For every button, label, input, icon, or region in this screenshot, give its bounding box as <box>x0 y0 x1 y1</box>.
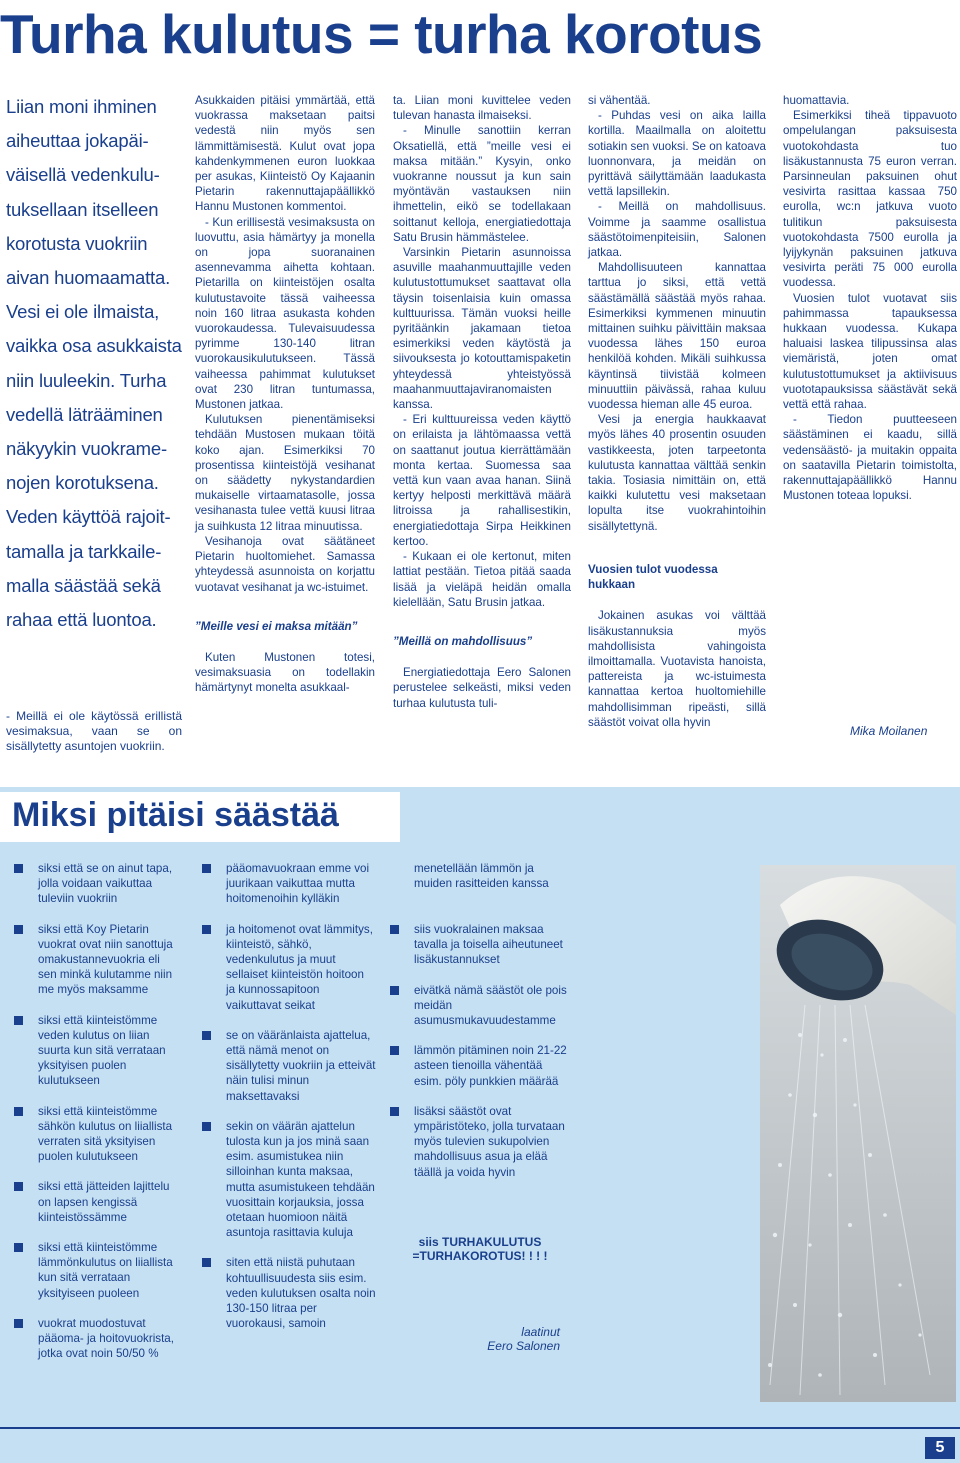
intro-line: Liian moni ihminen <box>6 96 157 117</box>
bullet-icon <box>14 1016 23 1025</box>
intro-line: Vesi ei ole ilmaista, <box>6 301 160 323</box>
paragraph: Esimerkiksi tiheä tippavuoto ompelulangan paksuisesta vuotokohdasta tuo lisäkustannusta 75 euron verran. Parsinneulan paksuinen ohut vesivirta rasittaa kassaa 750 eurolla, wc:n jatkuva vuoto tulitikun paksuisesta vuotokohdasta 7500 eurolla ja lyijykynän paksuinen jatkuva vesivirta peräti 75 000 eurolla vuodessa. <box>783 109 957 290</box>
intro-line: korotusta vuokriin <box>6 232 148 254</box>
bullet-icon <box>390 1046 399 1055</box>
paragraph: - Tiedon puutteeseen säästäminen ei kaadu, sillä vedensäästö- ja muitakin oppaita on saatavilla Pietarin toimistolta, rakennuttajapäällikkö Hannu Mustonen toteaa lopuksi. <box>783 413 957 503</box>
paragraph: Vuosien tulot vuotavat siis pahimmassa tapauksessa hukkaan vuodessa. Kukapa haluaisi laskea tilipussinsa alas viemäristä, joten omat kulutustottumukset ja aktiivisuus vuototapauksissa säästävät sekä vettä että rahaa. <box>783 291 957 412</box>
reasons-list-3 <box>390 922 570 1195</box>
list-item-text: menetellään lämmön ja muiden rasitteiden kanssa <box>414 862 549 891</box>
bullet-icon <box>14 1182 23 1191</box>
paragraph: Kulutuksen pienentämiseksi tehdään Mustosen mukaan töitä koko ajan. Esimerkiksi 70 prosentissa kiinteistöjä vesihanat on säädetty nykystandardien mukaiselle virtaamatasolle, jossa vesihanasta tulee vettä kuusi litraa ja suihkusta 12 litraa minuutissa. <box>195 413 375 533</box>
list-item-text: sekin on väärän ajattelun tulosta kun ja jos minä saan esim. asumistukea niin silloinhan kunta maksaa, mutta asumistukeen tehdään vuosittain korjauksia, jossa otetaan huomioon näitä asuntoja rasittavia kuluja <box>226 1119 375 1240</box>
paragraph: Mahdollisuuteen kannattaa tarttua jo siksi, että vettä säästämällä säästää myös rahaa. Esimerkiksi kymmenen minuutin mittainen suihku päivittäin maksaa vuodessa lähes 150 euroa henkilöä kohden. Mikäli suihkussa käyntinsä tiivistää kolmeen minuuttiin päivässä, rahaa kuluu vuodessa hieman alle 45 euroa. <box>588 261 766 412</box>
list-item <box>202 861 376 907</box>
paragraph: Varsinkin Pietarin asunnoissa asuville maahanmuuttajille veden kulutustottumukset saattavat olla täysin toisenlaisia kuin omassa kulttuurissa. Tämän vuoksi heille pyritäänkin jakamaan tietoa esimerkiksi veden käytöstä ja siivouksesta jo kotouttamispaketin yhteydessä yhteistyössä maahanmuuttajaviranomaisten kanssa. <box>393 246 571 412</box>
subheading: Vuosien tulot vuodessa hukkaan <box>588 562 718 592</box>
list-item <box>202 922 376 1013</box>
bullet-icon <box>14 1319 23 1328</box>
slogan-line: =TURHAKOROTUS! ! ! ! <box>412 1249 548 1263</box>
list-item <box>202 1028 376 1104</box>
intro-line: Veden käyttöä rajoit- <box>6 506 171 528</box>
intro-line: vaikka osa asukkaista <box>6 335 182 357</box>
intro-line: vedellä läträäminen <box>6 403 163 425</box>
list-item <box>390 983 570 1029</box>
paragraph: Energiatiedottaja Eero Salonen perustelee selkeästi, miksi veden turhaa kulutusta tuli- <box>393 666 571 710</box>
bullet-icon <box>390 925 399 934</box>
bullet-icon <box>390 1107 399 1116</box>
list-item-text: siksi että se on ainut tapa, jolla voidaan vaikuttaa tuleviin vuokriin <box>38 862 173 906</box>
bullet-icon <box>202 1258 211 1267</box>
paragraph: - Kukaan ei ole kertonut, miten lattiat pestään. Tietoa pitää saada lisää ja vieläpä heidän omalla kielellään, Satu Brusin jatkaa. <box>393 550 571 609</box>
intro-line: aivan huomaamatta. <box>6 267 171 289</box>
list-item-text: se on vääränlaista ajattelua, että nämä menot on sisällytetty vuokriin ja etteivät näin tulisi minun maksettavaksi <box>226 1028 376 1103</box>
paragraph: Vesi ja energia haukkaavat myös lähes 40 prosentin osuuden vastikkeesta, joten tarpeetonta kulutusta kannattaa välttää senkin takia. Tosiasia nimittäin on, että kaikki kulutettu vesi maksetaan lopulta itse vuokrahintoihin sisällytettynä. <box>588 413 766 533</box>
paragraph: - Eri kulttuureissa veden käyttö on erilaista ja lähtömaassa vettä on saattanut joutua kierrättämään monta kertaa. Suomessa saa vettä kun vaan avaa hanan. Siinä kertyy helposti merkittävä määrä litroissa ja rahallisestikin, energiatiedottaja Sirpa Heikkinen kertoo. <box>393 413 571 548</box>
paragraph: Asukkaiden pitäisi ymmärtää, että vuokrassa maksetaan paitsi vedestä niin myös sen lämmittämisestä. Kulut ovat jopa kahdenkymmenen euron luokkaa per asukas, Kiinteistö Oy Kajaanin Pietarin rakennuttajapäällikkö Hannu Mustonen kommentoi. <box>195 94 375 214</box>
list-item-text: siksi että kiinteistömme sähkön kulutus on liiallista verraten sitä yksityisen puolen kulutukseen <box>38 1104 173 1164</box>
list-item-text: siksi että kiinteistömme veden kulutus on liian suurta kun sitä verrataan yksityisen puolen kulutukseen <box>38 1013 166 1088</box>
list-item <box>390 1104 570 1180</box>
bullet-icon <box>14 864 23 873</box>
page-number: 5 <box>925 1437 955 1459</box>
list-item-text: siten että niistä puhutaan kohtuullisuudesta siis esim. veden kulutuksen osalta noin 130-150 litraa per vuorokausi, samoin <box>226 1256 376 1331</box>
list-item <box>14 1104 180 1165</box>
list-item-text: siis vuokralainen maksaa tavalla ja toisella aiheutuneet lisäkustannukset <box>414 923 563 967</box>
bullet-icon <box>202 1031 211 1040</box>
list-item-text: siksi että Koy Pietarin vuokrat ovat niin sanottuja omakustannevuokria eli sen minkä kulutamme niin me myös maksamme <box>38 922 173 997</box>
list-item <box>14 1013 180 1089</box>
intro-line: tamalla ja tarkkaile- <box>6 540 162 562</box>
intro-quote: - Meillä ei ole käytössä erillistä vesimaksua, vaan se on sisällytetty asuntojen vuokriin. <box>6 709 182 753</box>
reasons-list-2 <box>202 861 376 1346</box>
headline: Turha kulutus = turha korotus <box>0 3 763 65</box>
paragraph: - Meillä on mahdollisuus. Voimme ja saamme osallistua säästötoimenpiteisiin, Salonen jatkaa. <box>588 200 766 260</box>
reasons-list-1 <box>14 861 180 1376</box>
list-item <box>14 922 180 998</box>
list-item-text: lämmön pitäminen noin 21-22 asteen tienoilla vähentää esim. pöly punkkien määrää <box>414 1044 567 1088</box>
bullet-icon <box>202 925 211 934</box>
article-column-5 <box>783 93 957 503</box>
intro-line: rahaa että luontoa. <box>6 609 157 631</box>
slogan <box>390 1235 570 1263</box>
list-item <box>202 1119 376 1241</box>
list-item-text: siksi että kiinteistömme lämmönkulutus on liiallista kun sitä verrataan yksityiseen puoleen <box>38 1241 173 1300</box>
paragraph: huomattavia. <box>783 94 850 107</box>
paragraph: Jokainen asukas voi välttää lisäkustannuksia myös mahdollisista vahingoista ilmoittamalla. Vuotavista hanoista, pattereista ja wc-istuimesta kannattaa kertoa huoltomiehille mahdollisimman ripeästi, sillä säästöt voivat olla hyvin <box>588 609 766 729</box>
list-item <box>202 1255 376 1331</box>
list-item-text: ja hoitomenot ovat lämmitys, kiinteistö, sähkö, vedenkulutus ja muut sellaiset kiinteistön hoitoon ja kunnossapitoon vaikuttavat seikat <box>226 922 373 1012</box>
list-item <box>14 1316 180 1362</box>
footer-rule <box>0 1427 960 1429</box>
list-item <box>14 1179 180 1225</box>
article-column-4 <box>588 93 766 730</box>
article-column-2 <box>195 93 375 696</box>
box-title: Miksi pitäisi säästää <box>12 796 339 834</box>
paragraph: ta. Liian moni kuvittelee veden tulevan hanasta ilmaiseksi. <box>393 94 571 123</box>
intro-line: malla säästää sekä <box>6 574 161 596</box>
subheading: ”Meille vesi ei maksa mitään” <box>195 619 358 633</box>
article-column-3 <box>393 93 571 711</box>
bullet-icon <box>14 925 23 934</box>
list-item-text: siksi että jätteiden lajittelu on lapsen kengissä kiinteistössämme <box>38 1180 170 1224</box>
bullet-icon <box>202 1122 211 1131</box>
signature-line: Eero Salonen <box>487 1339 560 1353</box>
intro-lead <box>6 90 184 637</box>
bullet-icon <box>14 1243 23 1252</box>
paragraph: Kuten Mustonen totesi, vesimaksuasia on todellakin hämärtynyt monelta asukkaal- <box>195 650 375 695</box>
paragraph: Vesihanoja ovat säätäneet Pietarin huoltomiehet. Samassa yhteydessä asunnoista on korjattu vuotavat vesihanat ja wc-istuimet. <box>195 534 375 594</box>
intro-line: tuksellaan itselleen <box>6 198 159 220</box>
shower-illustration <box>760 865 956 1402</box>
list-item <box>390 922 570 968</box>
slogan-line: siis TURHAKULUTUS <box>418 1235 542 1249</box>
paragraph: si vähentää. <box>588 94 651 107</box>
author-byline: Mika Moilanen <box>850 724 928 738</box>
list-item <box>14 1240 180 1301</box>
box-signature <box>420 1325 560 1353</box>
list-item-text: pääomavuokraan emme voi juurikaan vaikuttaa mutta hoitomenoihin kylläkin <box>226 862 370 906</box>
paragraph: - Puhdas vesi on aika lailla kortilla. Maailmalla on aloitettu sotiakin sen vuoksi. Se on katoava luonnonvara, ja meidän on pyrittävä säilyttämään laadukasta vettä lapsillekin. <box>588 109 766 199</box>
list-item <box>14 861 180 907</box>
signature-line: laatinut <box>521 1325 560 1339</box>
list-item-text: eivätkä nämä säästöt ole pois meidän asumusmukavuudestamme <box>414 983 567 1028</box>
list-item-text: lisäksi säästöt ovat ympäristöteko, jolla turvataan myös tulevien sukupolvien mahdollisuus asua ja elää täällä ja voida hyvin <box>414 1104 565 1179</box>
list-item-text: vuokrat muodostuvat pääoma- ja hoitovuokrista, jotka ovat noin 50/50 % <box>38 1316 174 1361</box>
intro-line: nojen korotuksena. <box>6 472 159 494</box>
reasons-list-3-lead <box>390 861 570 891</box>
bullet-icon <box>202 864 211 873</box>
paragraph: - Minulle sanottiin kerran Oksatiellä, että ”meille vesi ei maksa mitään.” Kysyin, onko vuokranne noussut ja kun sain myöntävän vastauksen niin ihmettelin, eikö se todellakaan soittanut kelloja, energiatiedottaja Satu Brusin hämmästelee. <box>393 124 571 244</box>
bullet-icon <box>14 1107 23 1116</box>
paragraph: - Kun erillisestä vesimaksusta on luovuttu, asia hämärtyy ja monella on jopa suoranainen asennevamma aihetta kohtaan. Pietarilla on kiinteistöjen osalta kulutustavoite tässä vaiheessa noin 160 litraa asukasta kohden vuorokaudessa. Tulevaisuudessa pyrimme 130-140 litran vuorokausikulutukseen. Tässä vaiheessa pahimmat kulutukset ovat 230 litran tuntumassa, Mustonen jatkaa. <box>195 215 375 412</box>
intro-line: väisellä vedenkulu- <box>6 164 160 186</box>
list-item <box>390 1043 570 1089</box>
intro-line: näkyykin vuokrame- <box>6 438 167 460</box>
intro-line: niin luuleekin. Turha <box>6 369 167 391</box>
shower-head-photo <box>760 865 956 1402</box>
subheading: ”Meillä on mahdollisuus” <box>393 634 533 648</box>
intro-line: aiheuttaa jokapäi- <box>6 130 149 152</box>
bullet-icon <box>390 986 399 995</box>
